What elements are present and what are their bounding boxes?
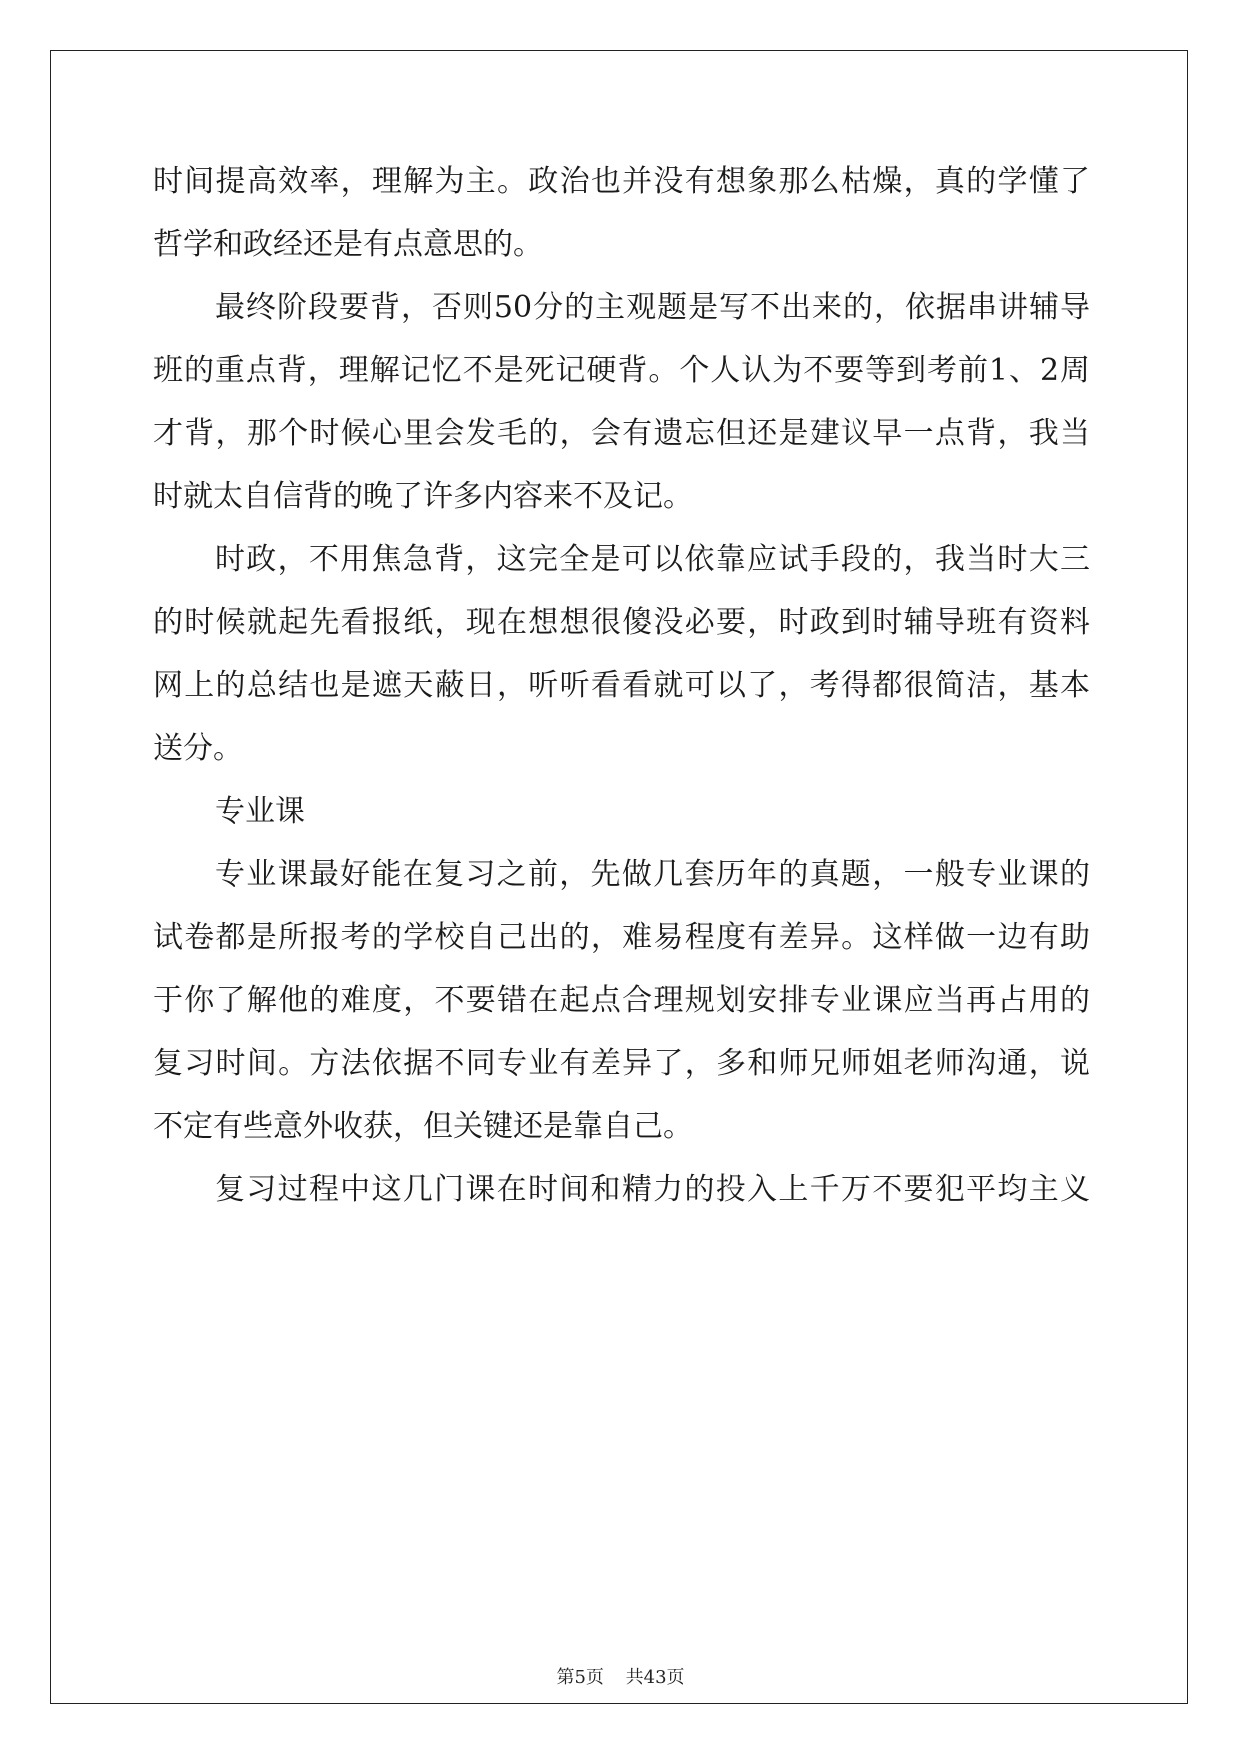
text-line: 班的重点背，理解记忆不是死记硬背。个人认为不要等到考前1、2周 xyxy=(153,353,1090,388)
document-body xyxy=(153,150,1090,1221)
text-line: 送分。 xyxy=(153,731,243,766)
page-total: 共43页 xyxy=(625,1667,685,1688)
text-line: 试卷都是所报考的学校自己出的，难易程度有差异。这样做一边有助 xyxy=(153,920,1090,955)
text-line: 时间提高效率，理解为主。政治也并没有想象那么枯燥，真的学懂了 xyxy=(153,164,1090,199)
text-line: 复习过程中这几门课在时间和精力的投入上千万不要犯平均主义 xyxy=(215,1172,1090,1207)
text-line: 复习时间。方法依据不同专业有差异了，多和师兄师姐老师沟通，说 xyxy=(153,1046,1090,1081)
page-number: 第5页 xyxy=(556,1667,604,1688)
text-line: 不定有些意外收获，但关键还是靠自己。 xyxy=(153,1109,693,1144)
text-line: 最终阶段要背，否则50分的主观题是写不出来的，依据串讲辅导 xyxy=(215,290,1090,325)
text-line: 才背，那个时候心里会发毛的，会有遗忘但还是建议早一点背，我当 xyxy=(153,416,1090,451)
page-footer xyxy=(0,1663,1241,1689)
text-line: 的时候就起先看报纸，现在想想很傻没必要，时政到时辅导班有资料 xyxy=(153,605,1090,640)
text-line: 于你了解他的难度，不要错在起点合理规划安排专业课应当再占用的 xyxy=(153,983,1090,1018)
text-line: 时就太自信背的晚了许多内容来不及记。 xyxy=(153,479,693,514)
text-line: 哲学和政经还是有点意思的。 xyxy=(153,227,543,262)
text-line: 时政，不用焦急背，这完全是可以依靠应试手段的，我当时大三 xyxy=(215,542,1090,577)
section-heading: 专业课 xyxy=(215,794,305,829)
text-line: 网上的总结也是遮天蔽日，听听看看就可以了，考得都很简洁，基本 xyxy=(153,668,1090,703)
text-line: 专业课最好能在复习之前，先做几套历年的真题，一般专业课的 xyxy=(215,857,1090,892)
